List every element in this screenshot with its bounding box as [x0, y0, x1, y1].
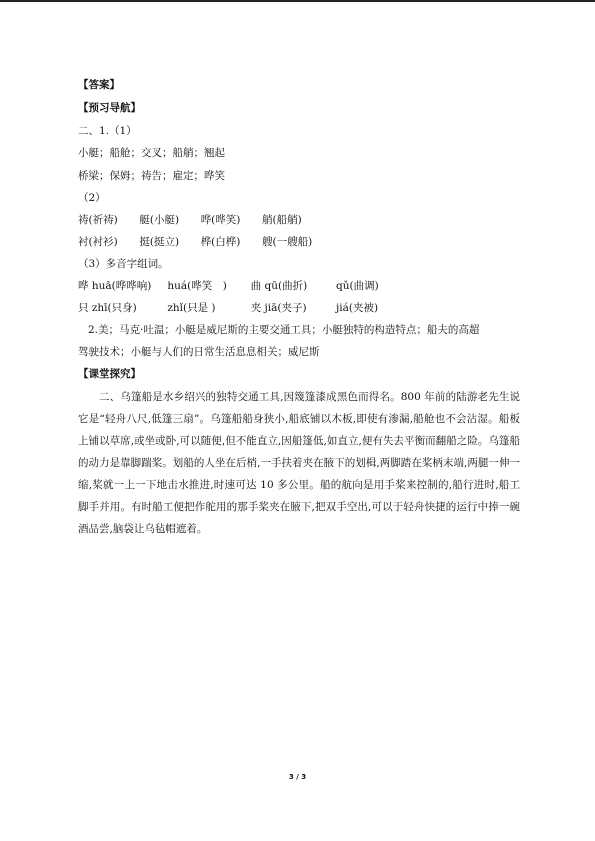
answer-line-8 [78, 279, 379, 293]
answer-line-11: 驾驶技术；小艇与人们的日常生活息息相关；威尼斯 [78, 346, 320, 358]
word-item: 挺(挺立) [139, 236, 180, 248]
pinyin-item: jiá(夹被) [336, 302, 379, 314]
section-classroom-heading: 【课堂探究】 [78, 368, 141, 380]
page-number: 3 / 3 [288, 773, 307, 781]
section-answer-heading: 【答案】 [78, 79, 120, 91]
pinyin-item: 夹 jiā(夹子) [250, 302, 307, 314]
pinyin-item: 曲 qū(曲折) [250, 280, 308, 292]
answer-line-9 [78, 301, 378, 315]
pinyin-item: qǔ(曲调) [336, 280, 379, 292]
pinyin-item: 只 zhī(只身) [78, 302, 137, 314]
answer-line-10: 2.美；马克·吐温；小艇是威尼斯的主要交通工具；小艇独特的构造特点；船夫的高超 [88, 324, 480, 336]
word-item: 桦(白桦) [200, 236, 241, 248]
classroom-paragraph: 二、乌篷船是水乡绍兴的独特交通工具,因篾篷漆成黑色而得名。800 年前的陆游老先生说它是“轻舟八尺,低篷三扇”。乌篷船船身狭小,船底铺以木板,即使有渗漏,船舱也不会沾湿。船板上铺以草席,或坐或卧,可以随便,但不能直立,因船篷低,如直立,便有失去平衡而翻船之险。乌篷船的动力是靠脚踹桨。划船的人坐在后梢,一手扶着夹在腋下的划楫,两脚踏在桨柄末端,两腿一伸一缩,桨就一上一下地击水推进,时速可达 10 多公里。船的航向是用手桨来控制的,船行进时,船工脚手并用。有时船工便把作舵用的那手桨夹在腋下,把双手空出,可以于轻舟快捷的运行中捧一碗酒品尝,脑袋让乌毡帽遮着。 [78, 391, 520, 535]
word-item: 艘(一艘船) [262, 236, 313, 248]
word-item: 衬(衬衫) [78, 236, 118, 248]
word-item: 艄(船艄) [262, 214, 302, 226]
pinyin-item: huá(哗笑 ) [167, 280, 227, 292]
word-item: 艇(小艇) [139, 214, 180, 226]
pinyin-item: 哗 huā(哗哗响) [78, 280, 152, 292]
answer-line-7: （3）多音字组词。 [78, 258, 169, 270]
pinyin-item: zhǐ(只是 ) [167, 302, 216, 314]
answer-line-3: 桥梁；保姆；祷告；雇定；哗笑 [78, 170, 225, 182]
word-item: 哗(哗笑) [200, 214, 241, 226]
top-border [0, 0, 595, 2]
section-preview-heading: 【预习导航】 [78, 102, 141, 114]
answer-line-5 [78, 213, 302, 227]
answer-line-6 [78, 235, 312, 249]
answer-line-2: 小艇；船舱；交叉；船艄；翘起 [78, 147, 225, 159]
answer-line-4: （2） [78, 192, 106, 204]
word-item: 祷(祈祷) [78, 214, 118, 226]
answer-line-1: 二、1.（1） [78, 125, 137, 137]
